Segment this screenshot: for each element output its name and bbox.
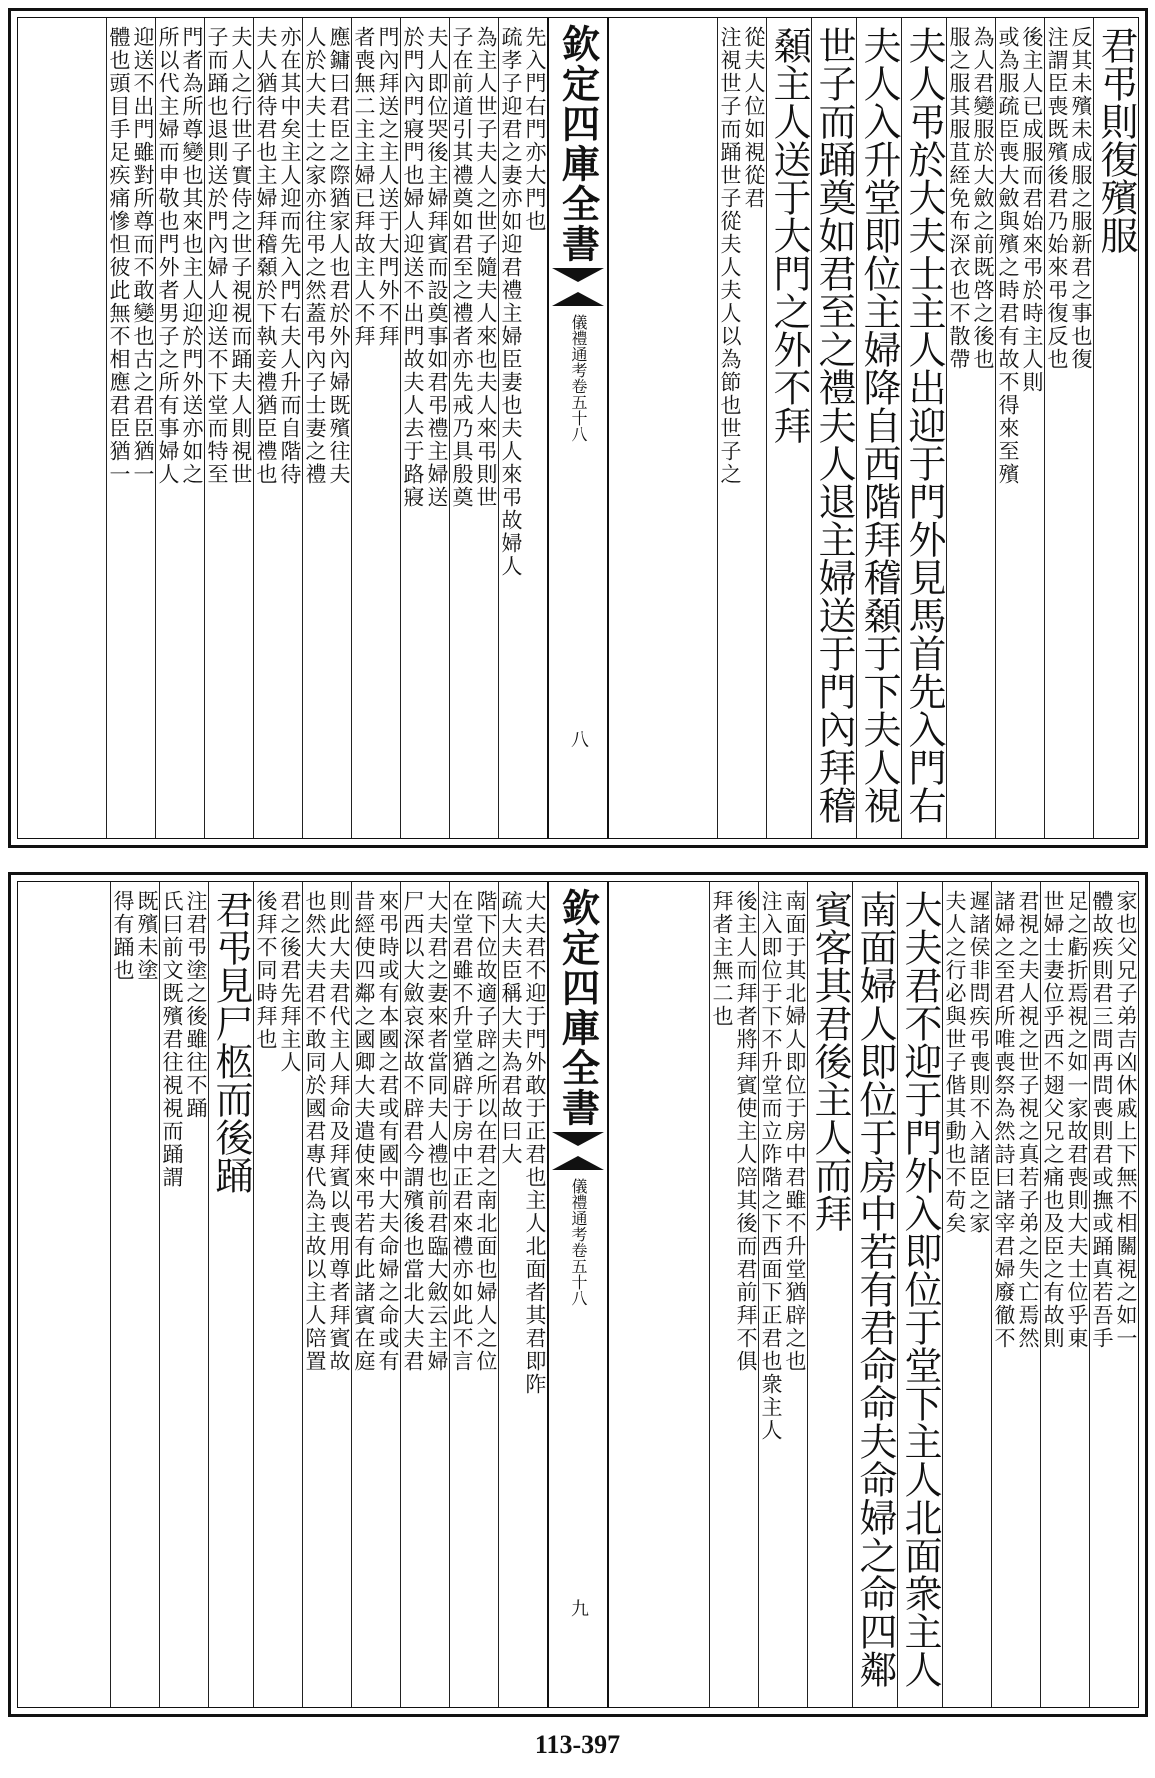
annotation-subcolumn: 後主人而拜者將拜賓使主人陪其後而君前拜不俱 (734, 890, 758, 1373)
annotation-subcolumn: 來弔時或有本國之君或有國中大夫命婦之命或有 (376, 890, 400, 1373)
annotation-subcolumn: 世婦士妻位乎西不翅父兄之痛也及臣之有故則 (1041, 890, 1065, 1350)
annotation-column-pair (351, 882, 400, 1707)
annotation-column-pair (106, 18, 155, 838)
annotation-column-pair (253, 882, 302, 1707)
annotation-column-pair (942, 882, 991, 1707)
annotation-column-pair (1044, 18, 1093, 838)
annotation-subcolumn: 應鏞曰君臣之際猶家人也君於外內婦既殯往夫 (327, 26, 351, 486)
annotation-column-pair (717, 18, 766, 838)
annotation-subcolumn: 也然大夫君不敢同於國君專代為主故以主人陪置 (303, 890, 327, 1373)
annotation-column-pair (253, 18, 302, 838)
main-text-column: 夫人弔於大夫士主人出迎于門外見馬首先入門右 (901, 18, 946, 838)
annotation-subcolumn: 所以代主婦而申敬也門外者男子之所有事婦人 (156, 26, 180, 486)
annotation-column-pair (498, 882, 547, 1707)
annotation-subcolumn: 氏曰前文既殯君往視視而踊謂 (160, 890, 184, 1189)
annotation-column-pair (302, 18, 351, 838)
annotation-subcolumn: 家也父兄子弟吉凶休戚上下無不相關視之如一 (1114, 890, 1138, 1350)
annotation-subcolumn: 諸婦之至君所唯喪祭為然詩曰諸宰君婦廢徹不 (992, 890, 1016, 1350)
annotation-subcolumn: 夫人之行必與世子偕其動也不苟矣 (943, 890, 967, 1235)
annotation-subcolumn: 迎送不出門雖對所尊而不敢變也古之君臣猶一 (131, 26, 155, 486)
annotation-subcolumn: 昔經使四鄰之國卿大夫遣使來弔若有此諸賓在庭 (352, 890, 376, 1373)
annotation-subcolumn: 為人君變服於大斂之前既啓之後也 (971, 26, 995, 371)
main-text-column: 賓客其君後主人而拜 (807, 882, 852, 1707)
annotation-subcolumn: 從夫人位如視從君 (742, 26, 766, 210)
annotation-subcolumn: 反其未殯未成服之服新君之事也復 (1069, 26, 1093, 371)
annotation-subcolumn: 既殯未塗 (135, 890, 159, 982)
bottom-leaf-center-column (547, 882, 609, 1707)
annotation-subcolumn: 注謂臣喪既殯後君乃始來弔復反也 (1045, 26, 1069, 371)
bottom-leaf (8, 872, 1148, 1717)
fish-tail-ornament-lower (552, 1156, 604, 1170)
annotation-subcolumn: 拜者主無二也 (710, 890, 734, 1028)
annotation-subcolumn: 門內拜送之主人送于大門外不拜 (376, 26, 400, 348)
annotation-subcolumn: 尸西以大斂哀深故不辟君今謂殯後也當北大夫君 (401, 890, 425, 1373)
main-text-column: 南面婦人即位于房中若有君命命夫命婦之命四鄰 (852, 882, 897, 1707)
annotation-subcolumn: 疏孝子迎君之妻亦如迎君禮主婦臣妻也夫人來弔故婦人 (499, 26, 523, 578)
bottom-leaf-frame (17, 881, 1139, 1708)
annotation-column-pair (498, 18, 547, 838)
bottom-leaf-left-half (18, 882, 547, 1707)
main-text-column: 君弔見尸柩而後踊 (208, 882, 253, 1707)
annotation-column-pair (758, 882, 807, 1707)
annotation-subcolumn: 疏大夫臣稱大夫為君故曰大 (499, 890, 523, 1166)
fish-tail-ornament-upper (552, 1132, 604, 1146)
annotation-subcolumn: 君視之夫人視之世子視之真若子弟之失亡焉然 (1016, 890, 1040, 1350)
annotation-subcolumn: 得有踊也 (111, 890, 135, 982)
top-leaf-left-half (18, 18, 547, 838)
annotation-column-pair (709, 882, 758, 1707)
main-text-column: 顙主人送于大門之外不拜 (766, 18, 811, 838)
annotation-column-pair (449, 882, 498, 1707)
annotation-subcolumn: 南面于其北婦人即位于房中君雖不升堂猶辟之也 (783, 890, 807, 1373)
annotation-subcolumn: 遲諸侯非問疾弔喪則不入諸臣之家 (967, 890, 991, 1235)
annotation-subcolumn: 先入門右門亦大門也 (523, 26, 547, 233)
annotation-subcolumn: 注君弔塗之後雖往不踊 (184, 890, 208, 1120)
annotation-column-pair (991, 882, 1040, 1707)
annotation-subcolumn: 夫人猶待君也主婦拜稽顙於下執妾禮猶臣禮也 (254, 26, 278, 486)
annotation-subcolumn: 子在前道引其禮奠如君至之禮者亦先戒乃具殷奠 (450, 26, 474, 509)
top-leaf-right-half (609, 18, 1138, 838)
annotation-subcolumn: 階下位故適子辟之所以在君之南北面也婦人之位 (474, 890, 498, 1373)
page-number: 113-397 (534, 1730, 621, 1759)
annotation-column-pair (110, 882, 159, 1707)
top-leaf (8, 8, 1148, 848)
annotation-subcolumn: 足之虧折焉視之如一家故君喪則大夫士位乎東 (1065, 890, 1089, 1350)
annotation-subcolumn: 後拜不同時拜也 (254, 890, 278, 1051)
annotation-subcolumn: 夫人之行世子實侍之世子視視而踊夫人則視世 (229, 26, 253, 486)
annotation-subcolumn: 體故疾則君三問再問喪則君或撫或踊真若吾手 (1090, 890, 1114, 1350)
top-leaf-frame (17, 17, 1139, 839)
fish-tail-ornament-lower (552, 292, 604, 306)
annotation-column-pair (159, 882, 208, 1707)
annotation-subcolumn: 夫人即位哭後主婦拜賓而設奠事如君弔禮主婦送 (425, 26, 449, 509)
annotation-subcolumn: 門者為所尊變也其來也主人迎於門外送亦如之 (180, 26, 204, 486)
main-text-column: 君弔則復殯服 (1093, 18, 1138, 838)
bottom-leaf-chapter: 卷五十八 (569, 1242, 588, 1306)
annotation-column-pair (400, 882, 449, 1707)
top-leaf-leaf-number: 八 (568, 730, 589, 748)
annotation-subcolumn: 大夫君之妻來者當同夫人禮也前君臨大斂云主婦 (425, 890, 449, 1373)
annotation-subcolumn: 亦在其中矣主人迎而先入門右夫人升而自階待 (278, 26, 302, 486)
bottom-leaf-leaf-number: 九 (568, 1599, 589, 1617)
annotation-subcolumn: 或為服疏臣喪大斂與殯之時君有故不得來至殯 (996, 26, 1020, 486)
annotation-subcolumn: 為主人世子夫人之世子隨夫人來也夫人來弔則世 (474, 26, 498, 509)
top-leaf-book-name: 儀禮通考 (569, 314, 588, 378)
main-text-column: 大夫君不迎于門外入即位于堂下主人北面衆主人 (897, 882, 942, 1707)
annotation-subcolumn: 則此大夫君代主人拜命及拜賓以喪用尊者拜賓故 (327, 890, 351, 1373)
annotation-column-pair (204, 18, 253, 838)
annotation-column-pair (400, 18, 449, 838)
annotation-subcolumn: 體也頭目手足疾痛慘怛彼此無不相應君臣猶一 (107, 26, 131, 486)
annotation-subcolumn: 在堂君雖不升堂猶辟于房中正君來禮亦如此不言 (450, 890, 474, 1373)
annotation-subcolumn: 大夫君不迎于門外敢于正君也主人北面者其君即阼 (523, 890, 547, 1396)
annotation-subcolumn: 服之服其服苴絰免布深衣也不散帶 (947, 26, 971, 371)
annotation-column-pair (449, 18, 498, 838)
fish-tail-ornament-upper (552, 268, 604, 282)
bottom-leaf-header-title: 欽定四庫全書 (555, 888, 601, 1128)
annotation-column-pair (1089, 882, 1138, 1707)
annotation-column-pair (946, 18, 995, 838)
annotation-subcolumn: 人於大夫士之家亦往弔之然蓋弔內子士妻之禮 (303, 26, 327, 486)
annotation-column-pair (995, 18, 1044, 838)
annotation-subcolumn: 注視世子而踊世子從夫人夫人以為節也世子之 (718, 26, 742, 486)
annotation-column-pair (351, 18, 400, 838)
annotation-subcolumn: 後主人已成服而君始來弔於時主人則 (1020, 26, 1044, 394)
annotation-subcolumn: 於門內門寢門也婦人迎送不出門故夫人去于路寢 (401, 26, 425, 509)
annotation-column-pair (302, 882, 351, 1707)
main-text-column: 夫人入升堂即位主婦降自西階拜稽顙于下夫人視 (856, 18, 901, 838)
annotation-subcolumn: 子而踊也退則送於門內婦人迎送不下堂而特至 (205, 26, 229, 486)
annotation-column-pair (1040, 882, 1089, 1707)
bottom-leaf-book-name: 儀禮通考 (569, 1178, 588, 1242)
annotation-subcolumn: 注入即位于下不升堂而立阼階之下西面下正君也衆主人 (759, 890, 783, 1442)
annotation-subcolumn: 者喪無二主主婦已拜故主人不拜 (352, 26, 376, 348)
annotation-column-pair (155, 18, 204, 838)
top-leaf-center-column (547, 18, 609, 838)
annotation-subcolumn: 君之後君先拜主人 (278, 890, 302, 1074)
top-leaf-chapter: 卷五十八 (569, 378, 588, 442)
top-leaf-header-title: 欽定四庫全書 (555, 24, 601, 264)
bottom-leaf-right-half (609, 882, 1138, 1707)
main-text-column: 世子而踊奠如君至之禮夫人退主婦送于門內拜稽 (811, 18, 856, 838)
